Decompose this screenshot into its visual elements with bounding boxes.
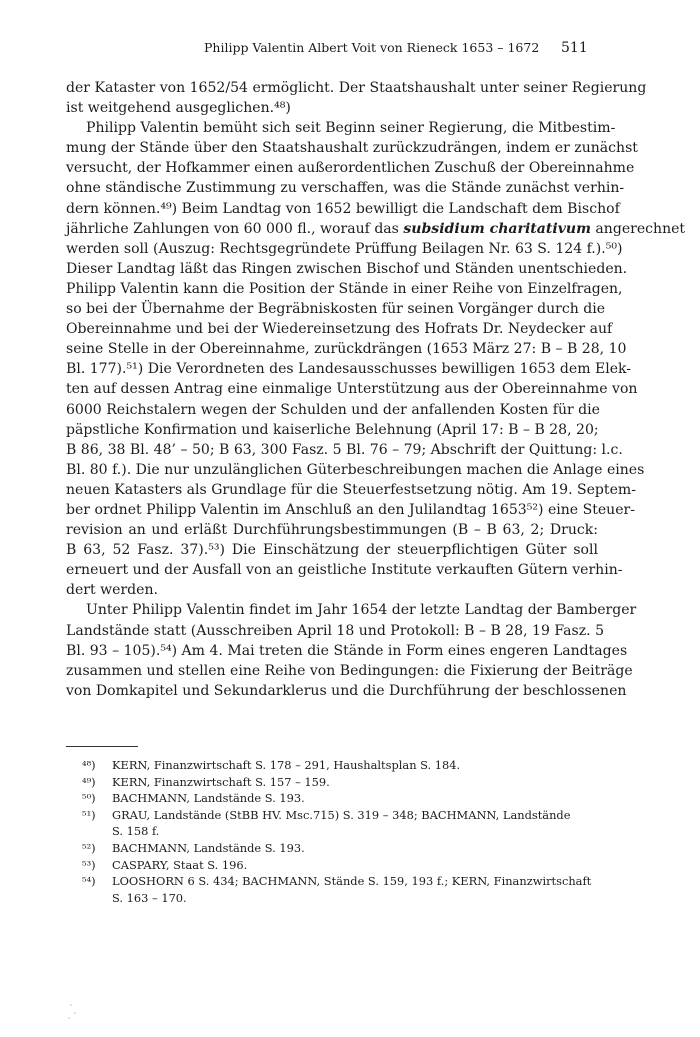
body-line: Philipp Valentin bemüht sich seit Beginn seiner Regierung, die Mitbestim- xyxy=(86,120,616,137)
footnote xyxy=(66,774,598,791)
page-number: 511 xyxy=(561,40,588,56)
running-head xyxy=(0,38,700,58)
footnote xyxy=(66,790,598,807)
footnote-text: S. 158 f. xyxy=(112,824,160,839)
body-line: Philipp Valentin kann die Position der Stände in einer Reihe von Einzelfragen, xyxy=(66,280,623,297)
footnote-mark: ⁴⁹) xyxy=(82,774,96,789)
footnote-text: S. 163 – 170. xyxy=(112,890,187,905)
body-line: Bl. 93 – 105).⁵⁴) Am 4. Mai treten die Stände in Form eines engeren Landtages xyxy=(66,642,628,659)
body-line: neuen Katasters als Grundlage für die Steuerfestsetzung nötig. Am 19. Septem- xyxy=(66,481,636,498)
body-line: ohne ständische Zustimmung zu verschaffen, was die Stände zunächst verhin- xyxy=(66,180,625,197)
speck xyxy=(74,1012,76,1014)
body-line: werden soll (Auszug: Rechtsgegründete Prüffung Beilagen Nr. 63 S. 124 f.).⁵⁰) xyxy=(66,240,623,257)
footnote-mark: ⁴⁸) xyxy=(82,758,96,772)
footnote-text: KERN, Finanzwirtschaft S. 157 – 159. xyxy=(112,774,330,789)
body-line: der Kataster von 1652/54 ermöglicht. Der Staatshaushalt unter seiner Regierung xyxy=(66,80,647,96)
footnote xyxy=(66,757,598,774)
body-line: päpstliche Konfirmation und kaiserliche Belehnung (April 17: B – B 28, 20; xyxy=(66,421,599,438)
body-line-subsidium: jährliche Zahlungen von 60 000 fl., worauf das subsidium charitativum angerechnet xyxy=(66,220,686,237)
footnote xyxy=(66,807,598,840)
body-text xyxy=(66,78,686,701)
footnote xyxy=(66,840,598,857)
footnote-text: BACHMANN, Landstände S. 193. xyxy=(112,840,305,855)
footnote-mark: ⁵⁴) xyxy=(82,874,96,889)
footnote-rule xyxy=(66,746,138,747)
body-line: revision an und erläßt Durchführungsbestimmungen (B – B 63, 2; Druck: xyxy=(66,522,598,539)
speck xyxy=(68,1017,70,1019)
body-line: seine Stelle in der Obereinnahme, zurückdrängen (1653 März 27: B – B 28, 10 xyxy=(66,341,627,358)
footnote-line xyxy=(66,823,598,840)
footnote-line xyxy=(66,890,598,907)
body-line: 6000 Reichstalern wegen der Schulden und der anfallenden Kosten für die xyxy=(66,401,600,418)
body-line: Dieser Landtag läßt das Ringen zwischen Bischof und Ständen unentschieden. xyxy=(66,260,628,277)
body-line: Obereinnahme und bei der Wiedereinsetzung des Hofrats Dr. Neydecker auf xyxy=(66,321,613,338)
body-line: so bei der Übernahme der Begräbniskosten für seinen Vorgänger durch die xyxy=(66,301,606,318)
footnote-mark: ⁵³) xyxy=(82,857,96,872)
footnote-line xyxy=(66,774,598,791)
body-line: ber ordnet Philipp Valentin im Anschluß an den Julilandtag 1653⁵²) eine Steuer- xyxy=(66,501,635,518)
footnote-text: BACHMANN, Landstände S. 193. xyxy=(112,791,305,806)
footnote xyxy=(66,873,598,906)
body-line: dern können.⁴⁹) Beim Landtag von 1652 bewilligt die Landschaft dem Bischof xyxy=(66,200,620,217)
body-line: mung der Stände über den Staatshaushalt zurückzudrängen, indem er zunächst xyxy=(66,140,638,157)
italic-phrase: subsidium charitativum xyxy=(403,220,591,237)
footnote xyxy=(66,857,598,874)
body-line: B 63, 52 Fasz. 37).⁵³) Die Einschätzung der steuerpflichtigen Güter soll xyxy=(66,542,598,559)
body-line: zusammen und stellen eine Reihe von Bedingungen: die Fixierung der Beiträge xyxy=(66,662,633,679)
speck xyxy=(70,1004,72,1006)
body-line: Landstände statt (Ausschreiben April 18 und Protokoll: B – B 28, 19 Fasz. 5 xyxy=(66,622,605,639)
footnote-text: LOOSHORN 6 S. 434; BACHMANN, Stände S. 159, 193 f.; KERN, Finanzwirtschaft xyxy=(112,874,592,889)
footnote-line xyxy=(66,840,598,857)
body-line: B 86, 38 Bl. 48’ – 50; B 63, 300 Fasz. 5 Bl. 76 – 79; Abschrift der Quittung: l.c. xyxy=(66,441,623,458)
footnote-mark: ⁵¹) xyxy=(82,807,96,822)
footnote-mark: ⁵⁰) xyxy=(82,791,96,806)
footnote-text: KERN, Finanzwirtschaft S. 178 – 291, Haushaltsplan S. 184. xyxy=(112,758,461,772)
body-line: Unter Philipp Valentin findet im Jahr 1654 der letzte Landtag der Bamberger xyxy=(86,602,637,619)
footnote-line xyxy=(66,873,598,890)
footnotes xyxy=(66,757,598,906)
body-line: Bl. 80 f.). Die nur unzulänglichen Güterbeschreibungen machen die Anlage eines xyxy=(66,461,645,478)
body-line: versucht, der Hofkammer einen außerordentlichen Zuschuß der Obereinnahme xyxy=(66,160,635,177)
body-line: erneuert und der Ausfall von an geistliche Institute verkauften Gütern verhin- xyxy=(66,562,623,579)
footnote-text: CASPARY, Staat S. 196. xyxy=(112,857,248,872)
running-title: Philipp Valentin Albert Voit von Rieneck 1653 – 1672 xyxy=(204,40,540,55)
body-line: von Domkapitel und Sekundarklerus und die Durchführung der beschlossenen xyxy=(66,682,627,699)
body-line: ist weitgehend ausgeglichen.⁴⁸) xyxy=(66,100,291,117)
body-line: ten auf dessen Antrag eine einmalige Unterstützung aus der Obereinnahme von xyxy=(66,381,638,398)
footnote-line xyxy=(66,807,598,824)
footnote-text: GRAU, Landstände (StBB HV. Msc.715) S. 319 – 348; BACHMANN, Landstände xyxy=(112,807,571,822)
page-specks xyxy=(40,1000,140,1020)
footnote-mark: ⁵²) xyxy=(82,840,96,855)
footnote-line xyxy=(66,790,598,807)
body-line: dert werden. xyxy=(66,582,158,599)
body-line: Bl. 177).⁵¹) Die Verordneten des Landesausschusses bewilligen 1653 dem Elek- xyxy=(66,361,632,378)
footnote-line xyxy=(66,857,598,874)
footnote-line xyxy=(66,757,598,774)
